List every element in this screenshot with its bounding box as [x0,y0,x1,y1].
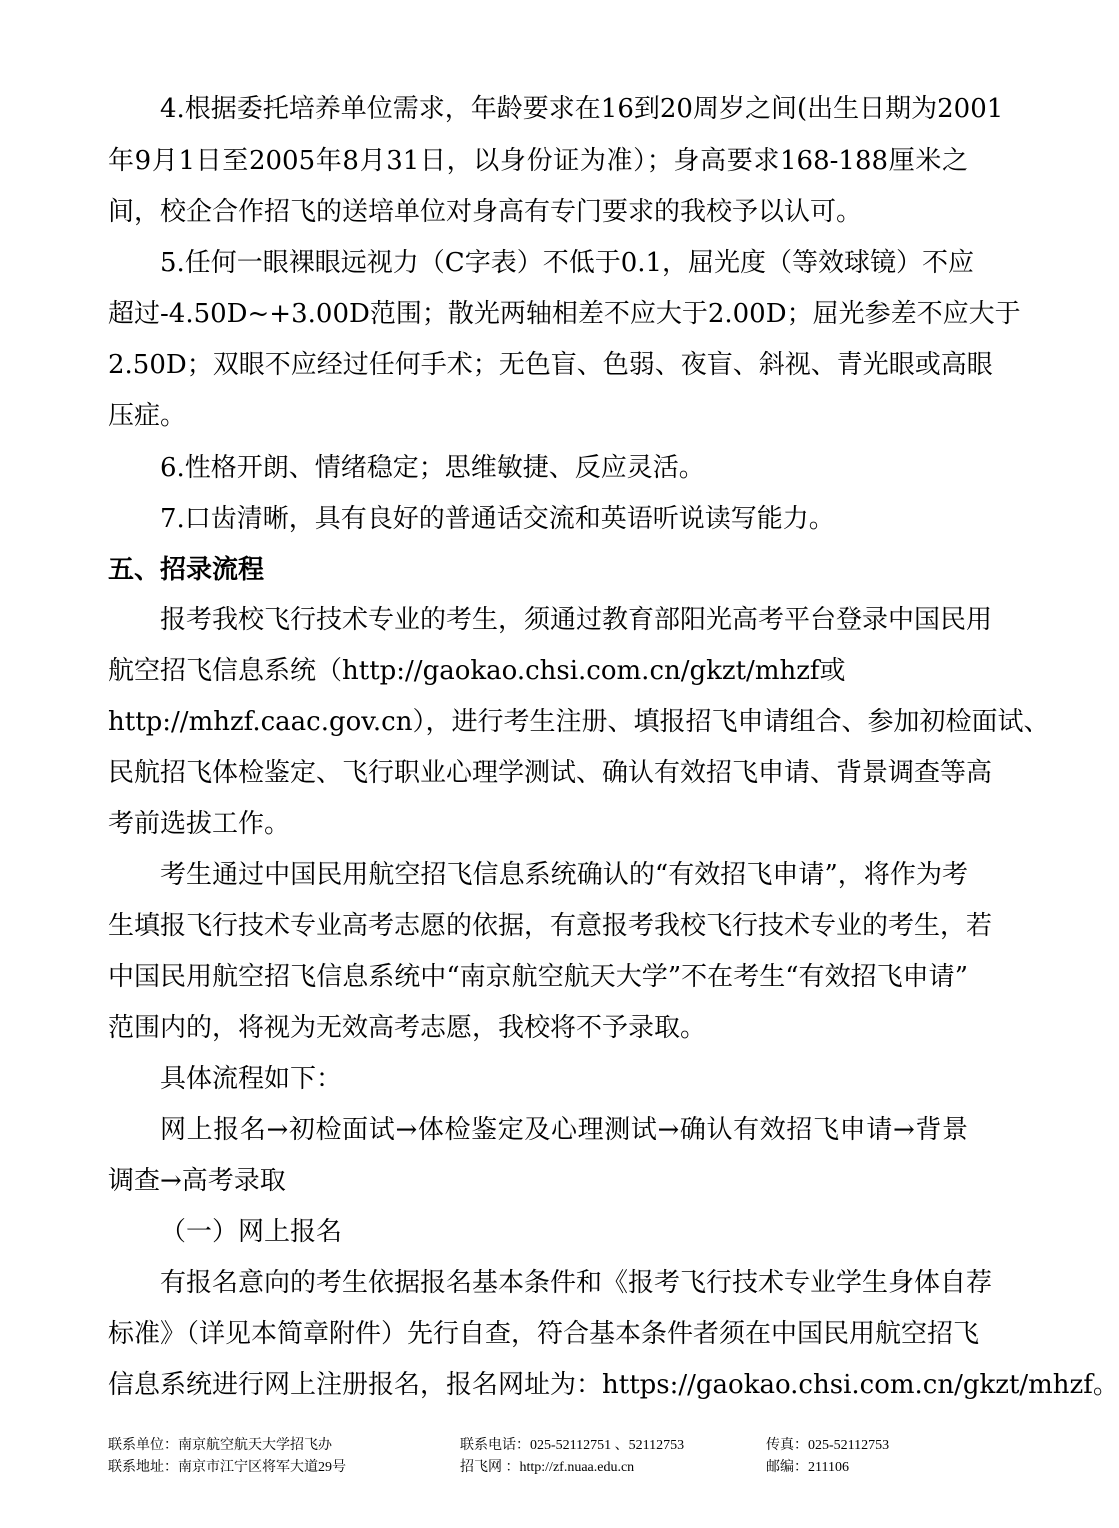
footer-address: 联系地址：南京市江宁区将军大道29号 [108,1460,346,1475]
paragraph-line: 5.任何一眼裸眼远视力（C字表）不低于0.1，屈光度（等效球镜）不应 [160,248,975,278]
paragraph-line: 信息系统进行网上注册报名，报名网址为：https://gaokao.chsi.com.cn/gkzt/mhzf。 [108,1370,1119,1400]
paragraph-line: 有报名意向的考生依据报名基本条件和《报考飞行技术专业学生身体自荐 [160,1268,993,1298]
paragraph-line: http://mhzf.caac.gov.cn），进行考生注册、填报招飞申请组合、参加初检面试、 [108,707,1050,737]
paragraph-line: 4.根据委托培养单位需求，年龄要求在16到20周岁之间(出生日期为2001 [160,94,1004,124]
footer-website: 招飞网 ：http://zf.nuaa.edu.cn [460,1460,635,1475]
paragraph-line: 考生通过中国民用航空招飞信息系统确认的“有效招飞申请”，将作为考 [160,860,968,890]
paragraph-line: 考前选拔工作。 [108,809,291,839]
paragraph-line: 6.性格开朗、情绪稳定；思维敏捷、反应灵活。 [160,453,705,483]
paragraph-line: 超过-4.50D~+3.00D范围；散光两轴相差不应大于2.00D；屈光参差不应大于 [108,299,1021,329]
section-heading: 五、招录流程 [108,555,265,585]
paragraph-line: 报考我校飞行技术专业的考生，须通过教育部阳光高考平台登录中国民用 [160,605,993,635]
footer-postcode: 邮编：211106 [766,1460,849,1475]
paragraph-line: 网上报名→初检面试→体检鉴定及心理测试→确认有效招飞申请→背景 [160,1115,968,1145]
paragraph-line: 航空招飞信息系统（http://gaokao.chsi.com.cn/gkzt/mhzf或 [108,656,846,686]
paragraph-line: 7.口齿清晰，具有良好的普通话交流和英语听说读写能力。 [160,504,835,534]
paragraph-line: 标准》（详见本简章附件）先行自查，符合基本条件者须在中国民用航空招飞 [108,1319,980,1349]
paragraph-line: 2.50D；双眼不应经过任何手术；无色盲、色弱、夜盲、斜视、青光眼或高眼 [108,350,993,380]
paragraph-line: 生填报飞行技术专业高考志愿的依据，有意报考我校飞行技术专业的考生，若 [108,911,993,941]
paragraph-line: 年9月1日至2005年8月31日，以身份证为准）；身高要求168-188厘米之 [108,146,968,176]
paragraph-line: 间，校企合作招飞的送培单位对身高有专门要求的我校予以认可。 [108,197,863,227]
paragraph-line: 中国民用航空招飞信息系统中“南京航空航天大学”不在考生“有效招飞申请” [108,962,968,992]
footer-contact-phone: 联系电话：025-52112751 、52112753 [460,1438,685,1453]
footer-contact-unit: 联系单位：南京航空航天大学招飞办 [108,1438,332,1453]
paragraph-line: 具体流程如下： [160,1064,343,1094]
paragraph-line: 范围内的，将视为无效高考志愿，我校将不予录取。 [108,1013,707,1043]
paragraph-line: 调查→高考录取 [108,1166,286,1196]
paragraph-line: 民航招飞体检鉴定、飞行职业心理学测试、确认有效招飞申请、背景调查等高 [108,758,993,788]
subsection-heading: （一）网上报名 [160,1217,343,1247]
footer-fax: 传真：025-52112753 [766,1438,890,1453]
paragraph-line: 压症。 [108,401,187,431]
